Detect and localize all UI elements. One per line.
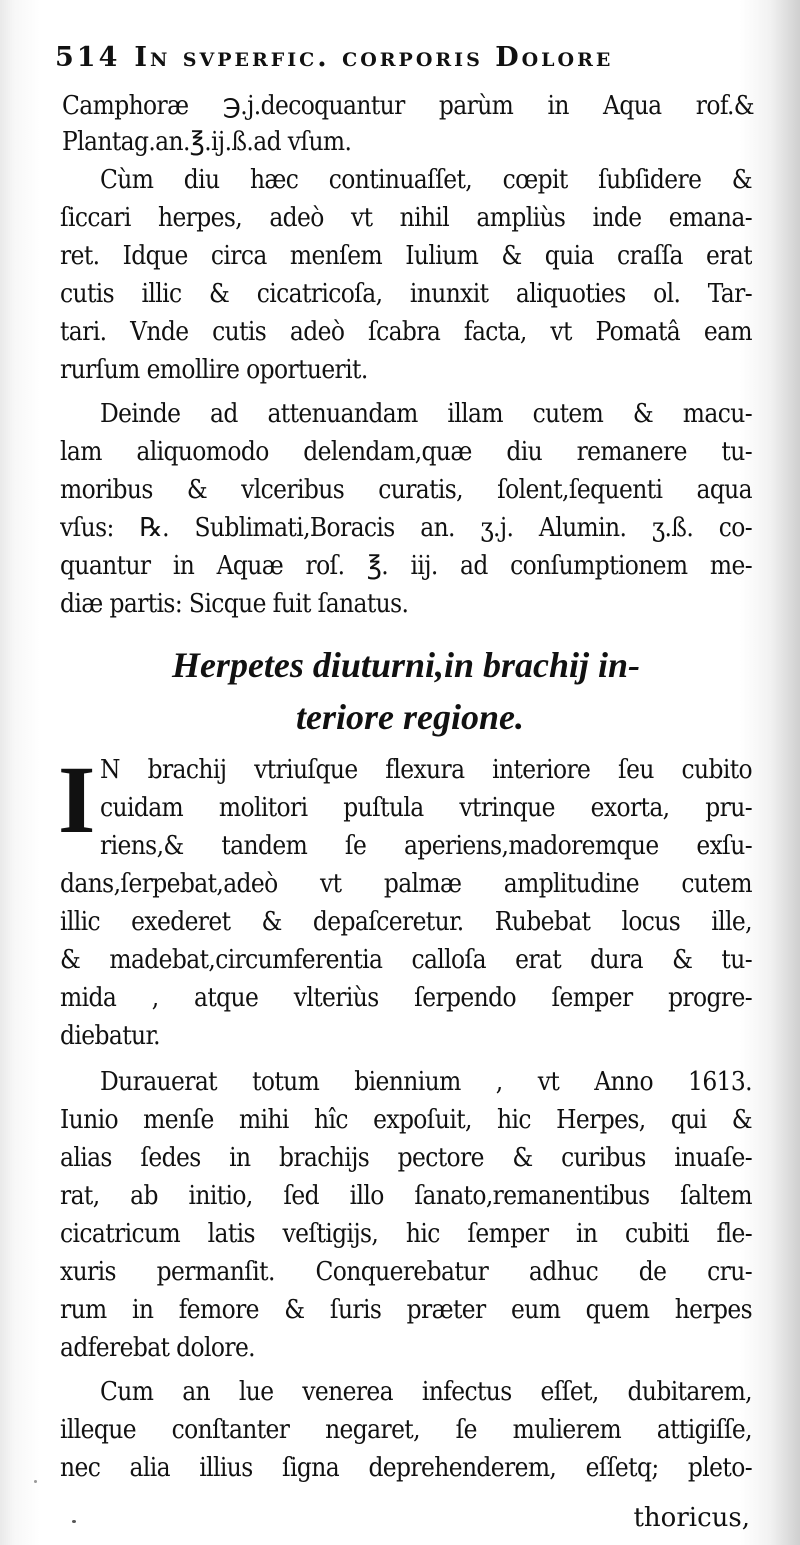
ink-speck <box>34 1480 37 1483</box>
text-line: Camphoræ ℈.j.decoquantur parùm in Aqua rof.& <box>62 91 754 121</box>
text-line: N brachij vtriuſque flexura interiore ſeu cubito <box>100 755 752 785</box>
text-line: mida , atque vlteriùs ſerpendo ſemper progre- <box>60 983 752 1013</box>
running-head-title: In svperfic. corporis Dolore <box>134 42 614 73</box>
running-head <box>55 42 755 82</box>
text-line: Cùm diu hæc continuaſſet, cœpit ſubſidere & <box>100 165 752 195</box>
text-line: & madebat,circumferentia calloſa erat dura & tu- <box>60 945 752 975</box>
text-line: nec alia illius ſigna deprehenderem, eſſetq; pleto- <box>60 1453 752 1483</box>
text-line: diæ partis: Sicque fuit ſanatus. <box>60 589 409 619</box>
text-line: Iunio menſe mihi hîc expoſuit, hic Herpes, qui & <box>60 1105 752 1135</box>
text-line: lam aliquomodo delendam,quæ diu remanere tu- <box>60 437 752 467</box>
text-line: rat, ab initio, ſed illo ſanato,remanentibus ſaltem <box>60 1181 752 1211</box>
text-line: cicatricum latis veſtigijs, hic ſemper in cubiti fle- <box>60 1219 752 1249</box>
text-line: alias ſedes in brachijs pectore & curibus inuaſe- <box>60 1143 752 1173</box>
text-line: rurſum emollire oportuerit. <box>60 355 368 385</box>
text-line: diebatur. <box>60 1021 161 1051</box>
text-line: Deinde ad attenuandam illam cutem & macu- <box>100 399 752 429</box>
text-line: tari. Vnde cutis adeò ſcabra facta, vt Pomatâ eam <box>60 317 752 347</box>
text-line: moribus & vlceribus curatis, ſolent,ſequenti aqua <box>60 475 752 505</box>
text-line: rum in femore & ſuris præter eum quem herpes <box>60 1295 752 1325</box>
drop-cap: I <box>58 746 96 853</box>
text-line: xuris permanſit. Conquerebatur adhuc de cru- <box>60 1257 752 1287</box>
section-heading-line-1: Herpetes diuturni,in brachij in- <box>171 645 641 685</box>
text-line: dans,ſerpebat,adeò vt palmæ amplitudine cutem <box>60 869 752 899</box>
text-line: cutis illic & cicatricoſa, inunxit aliquoties ol. Tar- <box>60 279 752 309</box>
text-line: vſus: ℞. Sublimati,Boracis an. ʒ.j. Alumin. ʒ.ß. co- <box>60 513 752 543</box>
text-line: ret. Idque circa menſem Iulium & quia craſſa erat <box>60 241 752 271</box>
text-line: riens,& tandem ſe aperiens,madoremque exſu- <box>100 831 752 861</box>
text-line: Plantag.an.℥.ij.ß.ad vſum. <box>62 127 352 157</box>
text-line: Durauerat totum biennium , vt Anno 1613. <box>100 1067 752 1097</box>
text-line: illic exederet & depaſceretur. Rubebat locus ille, <box>60 907 752 937</box>
ink-speck <box>72 1520 76 1523</box>
catchword: thoricus, <box>633 1503 750 1533</box>
section-heading-line-2: teriore regione. <box>296 697 524 737</box>
text-line: illeque conſtanter negaret, ſe mulierem attigiſſe, <box>60 1415 752 1445</box>
text-line: cuidam molitori puſtula vtrinque exorta, pru- <box>100 793 752 823</box>
text-line: adferebat dolore. <box>60 1333 256 1363</box>
page-number: 514 <box>55 42 121 73</box>
text-line: ſiccari herpes, adeò vt nihil ampliùs inde emana- <box>60 203 752 233</box>
text-line: quantur in Aquæ roſ. ℥. iij. ad conſumptionem me- <box>60 551 752 581</box>
text-line: Cum an lue venerea infectus eſſet, dubitarem, <box>100 1377 752 1407</box>
